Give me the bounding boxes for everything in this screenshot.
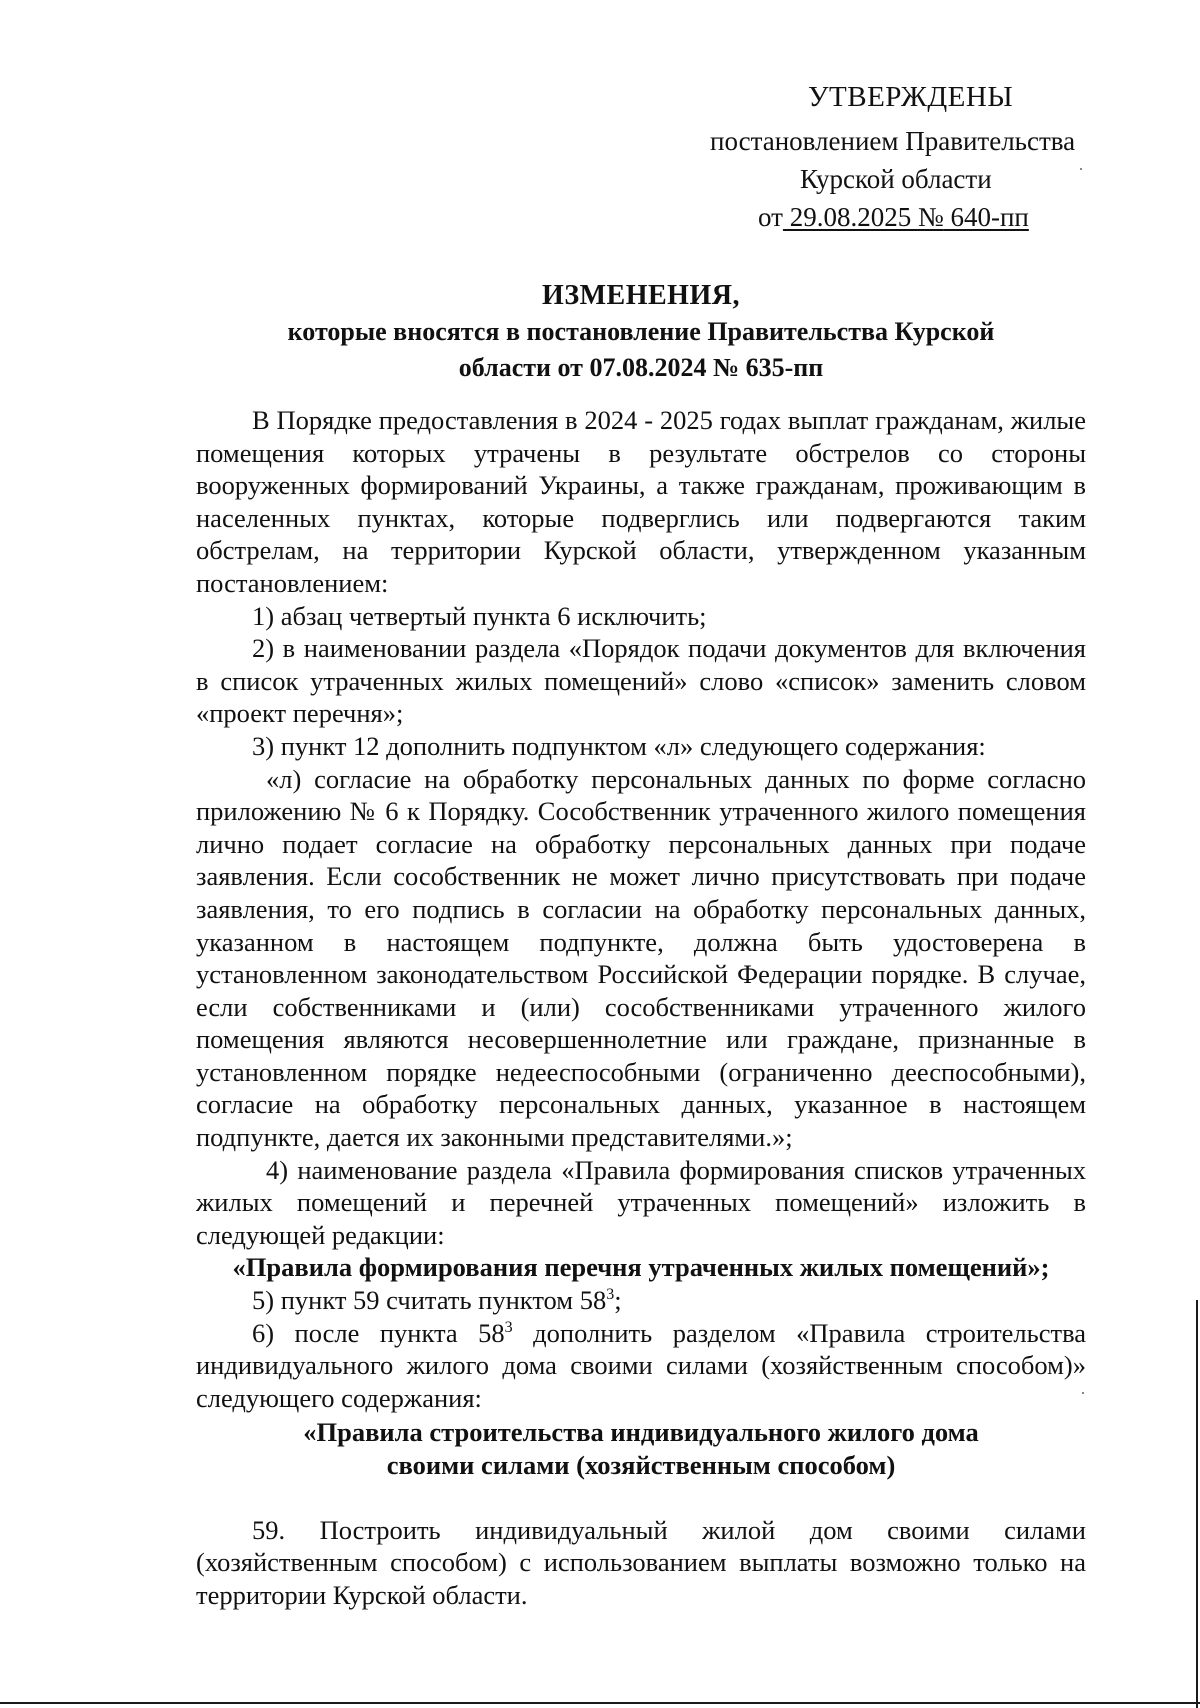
item-4: 4) наименование раздела «Правила формирования списков утраченных жилых помещений и перечней утраченных помещений» изложить в следующей редакции: (196, 1154, 1086, 1250)
approval-line-2: Курской области (800, 164, 992, 194)
approval-title: УТВЕРЖДЕНЫ (808, 81, 1014, 113)
section-title-line-2: своими силами (хозяйственным способом) (386, 1450, 896, 1480)
approval-number: 640-пп (943, 202, 1029, 232)
item-5-text: 5) пункт 59 считать пунктом 58 (252, 1285, 607, 1316)
item-4-new-title: «Правила формирования перечня утраченных жилых помещений»; (232, 1252, 1050, 1283)
item-6-text: 6) после пункта 58 (252, 1317, 505, 1348)
approval-date: 29.08.2025 (782, 202, 918, 232)
scan-edge-bottom (0, 1702, 1200, 1704)
item-6-superscript: 3 (504, 1318, 513, 1336)
document-body (196, 404, 1086, 1611)
item-5-superscript: 3 (606, 1286, 615, 1304)
item-2: 2) в наименовании раздела «Порядок подачи документов для включения в список утраченных жилых помещений» слово «список» заменить словом «проект перечня»; (196, 633, 1086, 729)
scan-speck (1080, 168, 1082, 170)
approval-date-prefix: от (758, 202, 783, 232)
item-6-suffix: дополнить разделом «Правила строительства индивидуального жилого дома своими силами (хозяйственным способом)» следующего содержания: (196, 1317, 1086, 1413)
item-1: 1) абзац четвертый пункта 6 исключить; (252, 600, 707, 631)
approval-line-1: постановлением Правительства (710, 126, 1076, 156)
item-3-text: «л) согласие на обработку персональных данных по форме согласно приложению № 6 к Порядку. Сособственник утраченного жилого помещения лично подает согласие на обработку персональных данных при подаче заявления. Если сособственник не может лично присутствовать при подаче заявления, то его подпись в согласии на обработку персональных данных, указанном в настоящем подпункте, должна быть удостоверена в установленном законодательством Российской Федерации порядке. В случае, если собственниками и (или) сособственниками утраченного жилого помещения являются несовершеннолетние или граждане, признанные в установленном порядке недееспособными (ограниченно дееспособными), согласие на обработку персональных данных, указанное в настоящем подпункте, дается их законными представителями.»; (196, 763, 1086, 1153)
document-heading (196, 278, 1086, 386)
heading-title: ИЗМЕНЕНИЯ, (542, 280, 740, 311)
item-3: 3) пункт 12 дополнить подпунктом «л» следующего содержания: (252, 730, 986, 761)
item-5 (196, 1284, 1086, 1317)
scan-edge-right (1196, 1300, 1198, 1708)
item-5-suffix: ; (614, 1285, 622, 1316)
item-59: 59. Построить индивидуальный жилой дом своими силами (хозяйственным способом) с использованием выплаты возможно только на территории Курской области. (196, 1514, 1086, 1610)
intro-paragraph: В Порядке предоставления в 2024 - 2025 годах выплат гражданам, жилые помещения которых утрачены в результате обстрелов со стороны вооруженных формирований Украины, а также гражданам, проживающим в населенных пунктах, которые подверглись или подвергаются таким обстрелам, на территории Курской области, утвержденном указанным постановлением: (196, 405, 1086, 598)
heading-line-2: области от 07.08.2024 № 635-пп (458, 353, 824, 382)
approval-line-3 (758, 198, 1029, 236)
heading-line-1: которые вносятся в постановление Правительства Курской (287, 317, 995, 346)
scan-speck (1082, 1392, 1084, 1394)
approval-number-sign: № (917, 202, 944, 232)
item-6 (196, 1317, 1086, 1415)
section-title-line-1: «Правила строительства индивидуального жилого дома (303, 1417, 979, 1448)
